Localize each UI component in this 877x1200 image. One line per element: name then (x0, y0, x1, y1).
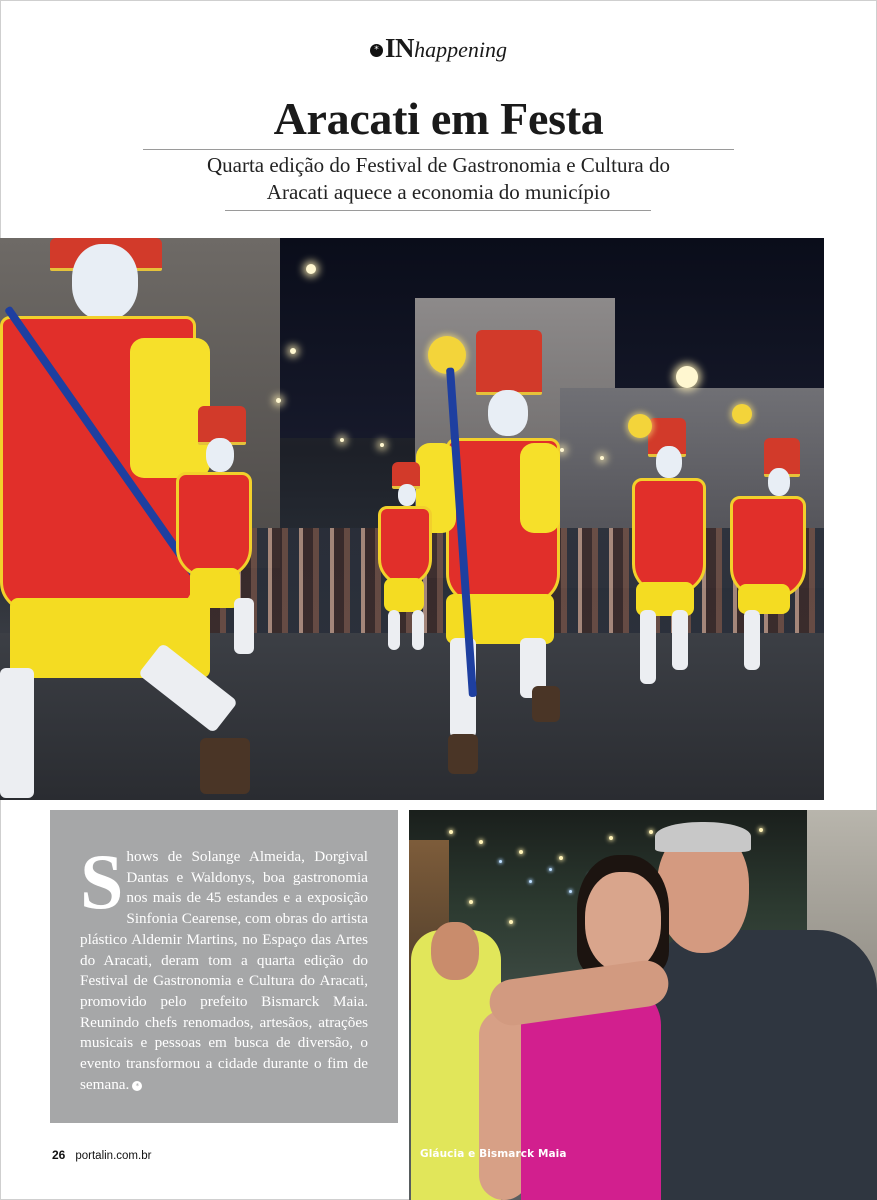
title-rule-top (143, 149, 734, 150)
string-light (290, 348, 296, 354)
end-mark-icon: * (132, 1081, 142, 1091)
blue-light (549, 868, 552, 871)
string-light (509, 920, 513, 924)
street-lamp (676, 366, 698, 388)
section-label-in: IN (385, 33, 415, 63)
string-light (479, 840, 483, 844)
photo-caption: Gláucia e Bismarck Maia (420, 1148, 567, 1160)
blue-light (499, 860, 502, 863)
string-light (519, 850, 523, 854)
string-light (449, 830, 453, 834)
page-footer (52, 1148, 151, 1162)
string-light (340, 438, 344, 442)
drop-cap: S (80, 838, 124, 925)
woman-face (585, 872, 661, 972)
man-hair (655, 822, 751, 852)
string-light (609, 836, 613, 840)
article-body-text: hows de Solange Almeida, Dorgival Dantas e Waldonys, boa gastronomia nos mais de 45 estandes e a exposição Sinfonia Cearense, com obras do artista plástico Aldemir Martins, no Espaço das Artes do Aracati, deram tom a quarta edição do Festival de Gastronomia e Cultura do Aracati, promovido pelo prefeito Bismarck Maia. Reunindo chefs renomados, artesãos, atrações musicais e pessoas em busca de diversão, o evento transformou a cidade durante o fim de semana. (80, 848, 368, 1093)
section-label-sub: happening (414, 37, 507, 62)
string-light (759, 828, 763, 832)
section-label (0, 30, 877, 68)
page-number: 26 (52, 1148, 66, 1162)
string-light (560, 448, 564, 452)
title-rule-bottom (225, 210, 651, 211)
staff-orb (628, 414, 652, 438)
string-light (559, 856, 563, 860)
string-light (649, 830, 653, 834)
man-shirt (647, 930, 877, 1200)
string-light (380, 443, 384, 447)
site-url: portalin.com.br (75, 1150, 152, 1162)
bystander-head (431, 922, 479, 980)
star-icon: * (370, 44, 383, 57)
main-photo (0, 238, 824, 800)
article-body-box (50, 810, 398, 1123)
staff-orb (732, 404, 752, 424)
string-light (306, 264, 316, 274)
subtitle-line-2: Aracati aquece a economia do município (266, 180, 611, 204)
string-light (276, 398, 281, 403)
string-light (469, 900, 473, 904)
article-title: Aracati em Festa (273, 93, 604, 144)
article-body (80, 838, 368, 1095)
subtitle-line-1: Quarta edição do Festival de Gastronomia e Cultura do (206, 153, 671, 177)
article-subtitle (150, 152, 727, 206)
string-light (600, 456, 604, 460)
blue-light (529, 880, 532, 883)
blue-light (569, 890, 572, 893)
portrait-photo (409, 810, 877, 1200)
